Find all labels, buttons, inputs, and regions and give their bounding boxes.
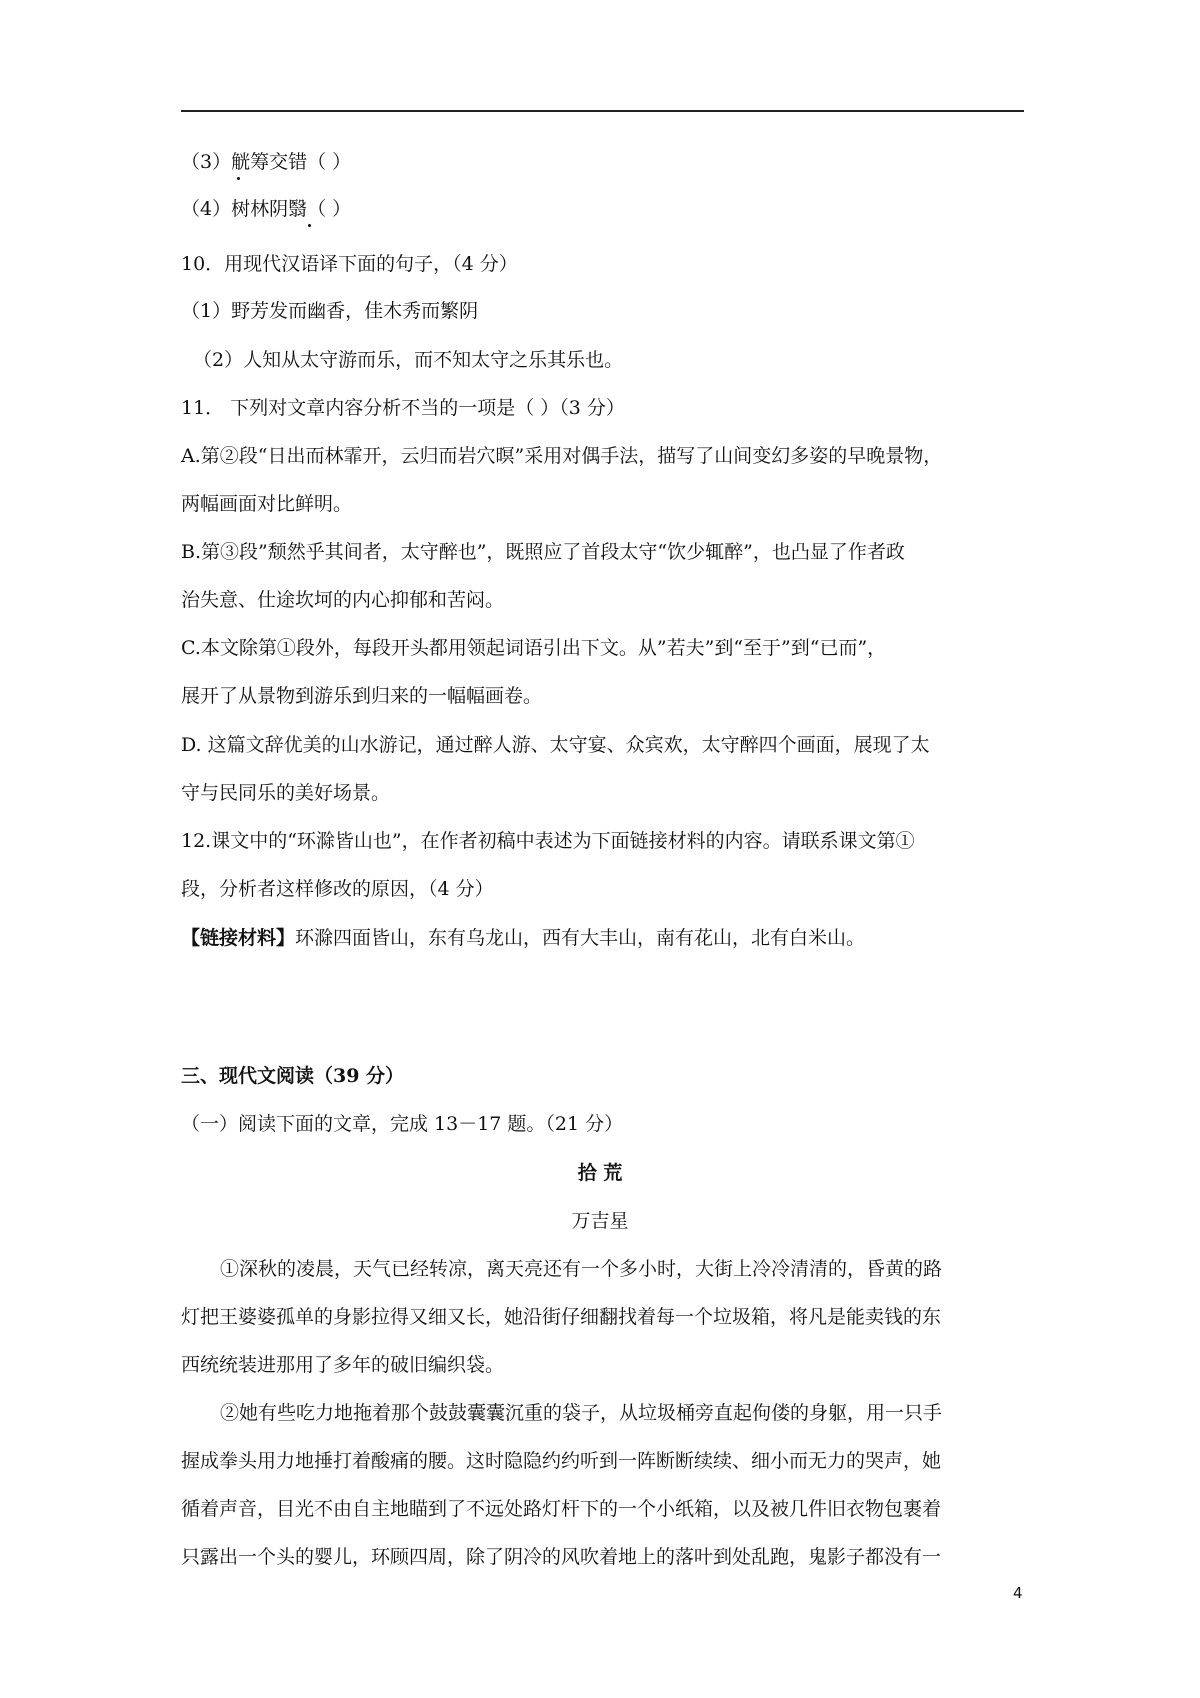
option-a-line-2: 两幅画面对比鲜明。 bbox=[181, 493, 353, 515]
emphasis-dot bbox=[237, 177, 240, 180]
paragraph-1-line-2: 灯把王婆婆孤单的身影拉得又细又长，她沿街仔细翻找着每一个垃圾箱，将凡是能卖钱的东 bbox=[181, 1306, 942, 1328]
question-10-stem: 10．用现代汉语译下面的句子，（4 分） bbox=[181, 253, 518, 275]
question-12-line-1: 12.课文中的“环滁皆山也”，在作者初稿中表述为下面链接材料的内容。请联系课文第① bbox=[181, 830, 915, 852]
emphasis-dot bbox=[308, 224, 311, 227]
header-rule bbox=[181, 110, 1024, 112]
section-intro: （一）阅读下面的文章，完成 13－17 题。（21 分） bbox=[181, 1113, 624, 1135]
paragraph-2-line-1: ②她有些吃力地拖着那个鼓鼓囊囊沉重的袋子，从垃圾桶旁直起佝偻的身躯，用一只手 bbox=[220, 1402, 943, 1424]
paragraph-2-line-4: 只露出一个头的婴儿，环顾四周，除了阴冷的风吹着地上的落叶到处乱跑，鬼影子都没有一 bbox=[181, 1546, 942, 1568]
section-heading: 三、现代文阅读（39 分） bbox=[181, 1065, 405, 1087]
paragraph-1-line-3: 西统统装进那用了多年的破旧编织袋。 bbox=[181, 1354, 505, 1376]
option-d-line-1: D. 这篇文辞优美的山水游记，通过醉人游、太守宴、众宾欢，太守醉四个画面，展现了太 bbox=[181, 734, 930, 756]
option-d-line-2: 守与民同乐的美好场景。 bbox=[181, 782, 391, 804]
question-10-sentence-2: （2）人知从太守游而乐，而不知太守之乐其乐也。 bbox=[193, 349, 624, 371]
question-12-line-2: 段，分析者这样修改的原因，（4 分） bbox=[181, 878, 494, 900]
linked-material-label: 【链接材料】 bbox=[181, 927, 296, 949]
vocab-item-4: （4）树林阴翳（ ） bbox=[181, 198, 352, 220]
option-c-line-1: C.本文除第①段外，每段开头都用领起词语引出下文。从”若夫”到“至于”到“已而”， bbox=[181, 637, 887, 659]
vocab-item-3: （3）觥筹交错（ ） bbox=[181, 151, 352, 173]
option-a-line-1: A.第②段“日出而林霏开，云归而岩穴暝”采用对偶手法，描写了山间变幻多姿的早晚景物， bbox=[181, 445, 943, 467]
question-10-sentence-1: （1）野芳发而幽香，佳木秀而繁阴 bbox=[181, 300, 479, 322]
question-11-stem: 11． 下列对文章内容分析不当的一项是（ ）（3 分） bbox=[181, 397, 625, 419]
article-title: 拾 荒 bbox=[577, 1162, 623, 1184]
linked-material bbox=[181, 926, 865, 950]
article-author: 万吉星 bbox=[571, 1210, 629, 1232]
paragraph-2-line-2: 握成拳头用力地捶打着酸痛的腰。这时隐隐约约听到一阵断断续续、细小而无力的哭声，她 bbox=[181, 1450, 942, 1472]
option-b-line-2: 治失意、仕途坎坷的内心抑郁和苦闷。 bbox=[181, 589, 505, 611]
paragraph-1-line-1: ①深秋的凌晨，天气已经转凉，离天亮还有一个多小时，大街上冷冷清清的，昏黄的路 bbox=[220, 1258, 943, 1280]
paragraph-2-line-3: 循着声音，目光不由自主地瞄到了不远处路灯杆下的一个小纸箱，以及被几件旧衣物包裹着 bbox=[181, 1498, 942, 1520]
option-b-line-1: B.第③段”颓然乎其间者，太守醉也”，既照应了首段太守“饮少辄醉”，也凸显了作者政 bbox=[181, 541, 905, 563]
option-c-line-2: 展开了从景物到游乐到归来的一幅幅画卷。 bbox=[181, 685, 543, 707]
page-number: 4 bbox=[1013, 1584, 1023, 1602]
linked-material-text: 环滁四面皆山，东有乌龙山，西有大丰山，南有花山，北有白米山。 bbox=[295, 927, 866, 949]
